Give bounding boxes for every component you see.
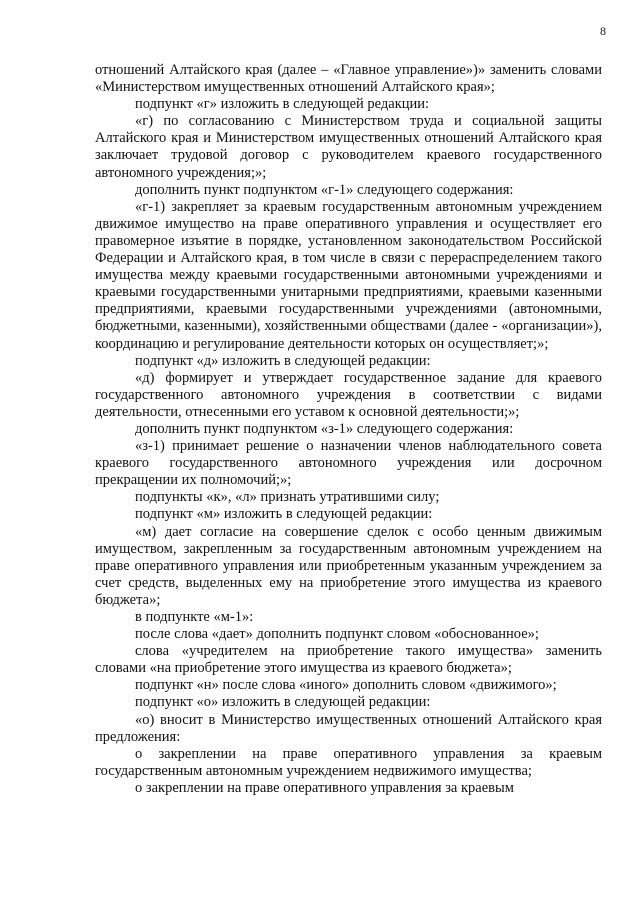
paragraph: в подпункте «м-1»: xyxy=(135,609,254,625)
paragraph: подпункт «д» изложить в следующей редакции: xyxy=(135,352,431,369)
paragraph: подпункт «н» после слова «иного» дополнить словом «движимого»; xyxy=(135,677,557,694)
paragraph: «д) формирует и утверждает государственное задание для краевого государственного автономного учреждения в соответствии с видами деятельности, отнесенными его уставом к основной деятельности;»; xyxy=(95,369,602,420)
paragraph: подпункт «м» изложить в следующей редакции: xyxy=(135,506,433,523)
paragraph: после слова «дает» дополнить подпункт словом «обоснованное»; xyxy=(135,626,539,643)
paragraph: о закреплении на праве оперативного управления за краевым государственным автономным учреждением недвижимого имущества; xyxy=(95,745,602,779)
paragraph: о закреплении на праве оперативного управления за краевым xyxy=(135,779,514,796)
paragraph: «г) по согласованию с Министерством труда и социальной защиты Алтайского края и Министерством имущественных отношений Алтайского края заключает трудовой договор с руководителем краевого государственного автономного учреждения;»; xyxy=(95,113,602,181)
paragraph: «г-1) закрепляет за краевым государственным автономным учреждением движимое имущество на праве оперативного управления и осуществляет его правомерное изъятие в порядке, установленном законодательством Российской Федерации и Алтайского края, в том числе в связи с перераспределением такого имущества между краевыми государственными автономными учреждениями и краевыми государственными унитарными предприятиями, краевыми казенными предприятиями, краевыми государственными учреждениями (автономными, бюджетными, казенными), хозяйственными обществами (далее - «организации»), координацию и регулирование деятельности которых он осуществляет;»; xyxy=(95,198,602,352)
paragraph: «м) дает согласие на совершение сделок с особо ценным движимым имуществом, закрепленным за государственным автономным учреждением на праве оперативного управления или приобретенным указанным учреждением за счет средств, выделенных ему на приобретение этого имущества из краевого бюджета»; xyxy=(95,523,602,608)
paragraph: слова «учредителем на приобретение такого имущества» заменить словами «на приобретение этого имущества из краевого бюджета»; xyxy=(95,643,602,677)
paragraph: дополнить пункт подпунктом «г-1» следующего содержания: xyxy=(135,181,514,198)
paragraph: дополнить пункт подпунктом «з-1» следующего содержания: xyxy=(135,420,514,437)
paragraph: «о) вносит в Министерство имущественных отношений Алтайского края предложения: xyxy=(95,711,602,745)
page-number: 8 xyxy=(600,24,606,38)
paragraph: «з-1) принимает решение о назначении членов наблюдательного совета краевого государственного автономного учреждения или досрочном прекращении их полномочий;»; xyxy=(95,438,602,489)
paragraph: подпункты «к», «л» признать утратившими силу; xyxy=(135,489,440,506)
paragraph: подпункт «г» изложить в следующей редакции: xyxy=(135,96,430,113)
document-body xyxy=(95,62,602,797)
paragraph: отношений Алтайского края (далее – «Главное управление»)» заменить словами «Министерством имущественных отношений Алтайского края»; xyxy=(95,62,602,96)
paragraph: подпункт «о» изложить в следующей редакции: xyxy=(135,694,431,711)
